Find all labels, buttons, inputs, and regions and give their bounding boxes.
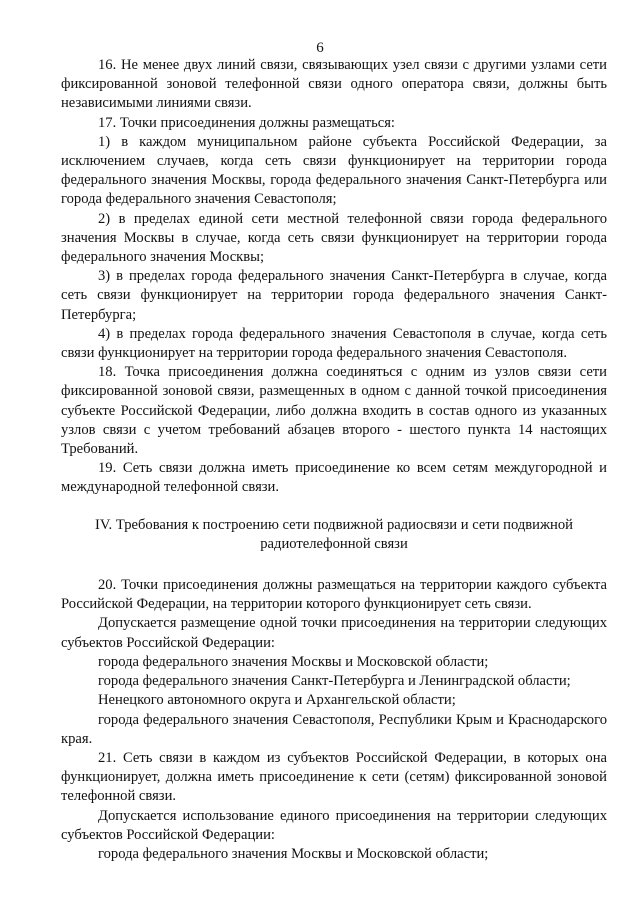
paragraph-17-item-4: 4) в пределах города федерального значения Севастополя в случае, когда сеть связи функционирует на территории города федерального значения Севастополя. <box>61 325 607 362</box>
paragraph-17: 17. Точки присоединения должны размещаться: <box>98 114 395 131</box>
paragraph-20-item-nenets: Ненецкого автономного округа и Архангельской области; <box>98 692 456 709</box>
paragraph-17-item-3: 3) в пределах города федерального значения Санкт-Петербурга в случае, когда сеть связи функционирует на территории города федерального значения Санкт-Петербурга; <box>61 268 607 323</box>
document-body <box>61 56 607 864</box>
paragraph-18: 18. Точка присоединения должна соединяться с одним из узлов связи сети фиксированной зоновой связи, размещенных в одном с данной точкой присоединения субъекте Российской Федерации, либо должна входить в состав одного из указанных узлов связи с учетом требований абзацев второго - шестого пункта 14 настоящих Требований. <box>61 364 607 458</box>
page-number: 6 <box>316 40 324 56</box>
paragraph-20-item-moscow: города федерального значения Москвы и Московской области; <box>98 653 489 670</box>
paragraph-20-allowance: Допускается размещение одной точки присоединения на территории следующих субъектов Российской Федерации: <box>61 615 607 651</box>
section-heading-line-1: IV. Требования к построению сети подвижной радиосвязи и сети подвижной <box>95 516 573 533</box>
paragraph-17-item-1: 1) в каждом муниципальном районе субъекта Российской Федерации, за исключением случаев, когда сеть связи функционирует на территории города федерального значения Москвы, города федерального значения Санкт-Петербурга или города федерального значения Севастополя; <box>61 133 607 208</box>
paragraph-21-item-moscow: города федерального значения Москвы и Московской области; <box>98 845 489 862</box>
paragraph-16: 16. Не менее двух линий связи, связывающих узел связи с другими узлами сети фиксированной зоновой телефонной связи одного оператора связи, должны быть независимыми линиями связи. <box>61 57 607 112</box>
section-heading-line-2: радиотелефонной связи <box>260 535 408 552</box>
paragraph-20-item-sevastopol: города федерального значения Севастополя, Республики Крым и Краснодарского края. <box>61 711 607 747</box>
paragraph-17-item-2: 2) в пределах единой сети местной телефонной связи города федерального значения Москвы в случае, когда сеть связи функционирует на территории города федерального значения Москвы; <box>61 210 607 266</box>
paragraph-19: 19. Сеть связи должна иметь присоединение ко всем сетям междугородной и международной телефонной связи. <box>61 460 607 496</box>
paragraph-21: 21. Сеть связи в каждом из субъектов Российской Федерации, в которых она функционирует, должна иметь присоединение к сети (сетям) фиксированной зоновой телефонной связи. <box>61 749 607 805</box>
paragraph-21-allowance: Допускается использование единого присоединения на территории следующих субъектов Российской Федерации: <box>61 807 607 843</box>
paragraph-20-item-spb: города федерального значения Санкт-Петербурга и Ленинградской области; <box>98 673 571 690</box>
paragraph-20: 20. Точки присоединения должны размещаться на территории каждого субъекта Российской Федерации, на территории которого функционирует сеть связи. <box>61 577 607 613</box>
section-heading <box>61 516 607 554</box>
